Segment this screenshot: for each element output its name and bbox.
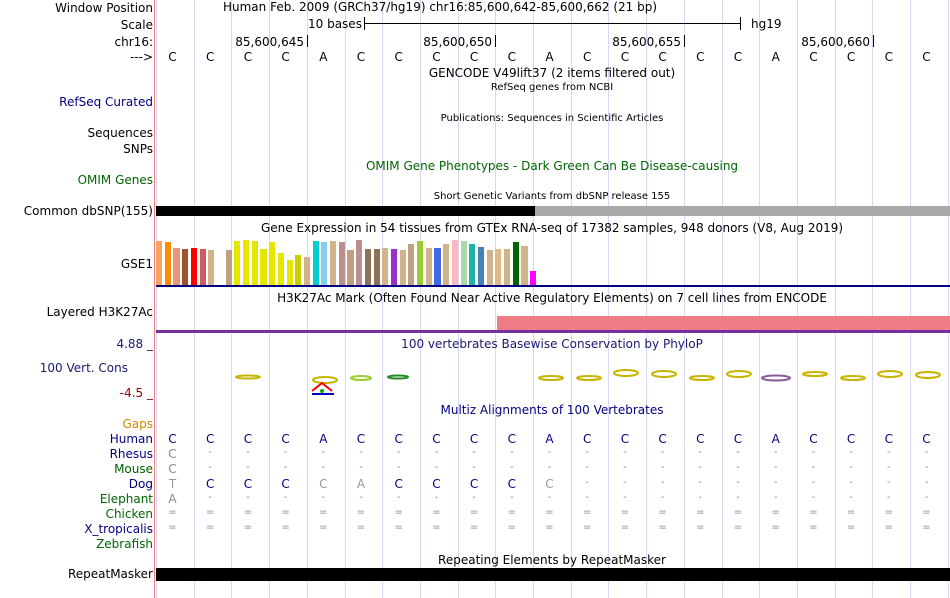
gtex-tissue-bar[interactable] [443,244,449,285]
alignment-base: - [924,447,929,458]
alignment-base: - [585,477,589,488]
alignment-base: C [205,432,215,446]
alignment-base: - [509,462,514,473]
alignment-base: A [771,432,780,446]
alignment-base: - [924,477,929,488]
grid-line [872,0,873,598]
base-letter: C [696,50,705,64]
alignment-base: - [811,447,816,458]
gtex-tissue-bar[interactable] [200,249,206,285]
phylop-max-label: 4.88 _ [116,337,153,351]
base-letter: C [582,50,592,64]
alignment-base: - [698,492,703,503]
alignment-base: - [434,492,439,503]
alignment-base: C [432,477,441,491]
track-label-panel [0,0,156,598]
gtex-tissue-bar[interactable] [313,241,319,285]
gtex-track-label[interactable]: GSE1 [120,257,153,271]
alignment-base: = [545,507,554,518]
alignment-base: - [849,462,853,473]
position-title: Human Feb. 2009 (GRCh37/hg19) chr16:85,600,642-85,600,662 (21 bp) [222,0,658,14]
alignment-base: = [394,507,403,518]
grid-line [835,0,836,598]
alignment-base: - [660,447,665,458]
repeatmasker-track-label[interactable]: RepeatMasker [67,567,153,581]
alignment-base: = [696,507,705,518]
alignment-base: C [281,432,290,446]
alignment-base: - [208,462,212,473]
gtex-tissue-bar[interactable] [321,242,327,285]
base-letter: C [846,50,856,64]
base-letter: C [884,50,893,64]
alignment-base: C [545,477,554,491]
alignment-base: - [660,462,665,473]
alignment-base: C [696,432,705,446]
repeatmasker-track-title[interactable]: Repeating Elements by RepeatMasker [438,553,666,567]
alignment-base: = [319,507,328,518]
base-letter: C [205,50,215,64]
gtex-tissue-bar[interactable] [365,249,371,285]
phylop-track-label[interactable]: 100 Vert. Cons [39,361,128,375]
alignment-base: = [356,507,366,518]
coordinate-label: 85,600,660 [801,35,870,49]
alignment-base: = [281,522,290,533]
alignment-base: C [243,432,253,446]
grid-line [231,0,232,598]
alignment-base: - [359,447,363,458]
alignment-base: = [205,507,215,518]
grid-line [194,0,195,598]
base-letter: C [658,50,667,64]
alignment-base: - [660,492,665,503]
sequences-track-label[interactable]: Sequences [87,126,153,140]
alignment-base: = [884,507,893,518]
alignment-base: = [432,507,441,518]
alignment-base: - [773,492,778,503]
gtex-baseline [156,285,950,287]
alignment-base: A [168,492,177,506]
alignment-base: - [623,447,627,458]
alignment-base: = [243,507,253,518]
species-label[interactable]: Human [109,432,153,446]
species-label[interactable]: Mouse [114,462,153,476]
base-letter: C [432,50,441,64]
alignment-base: - [283,447,288,458]
gtex-tissue-bar[interactable] [234,241,240,285]
gtex-tissue-bar[interactable] [478,247,484,285]
alignment-base: C [620,432,630,446]
alignment-base: - [623,477,627,488]
alignment-base: = [733,507,743,518]
alignment-base: C [432,432,441,446]
alignment-base: - [585,447,589,458]
alignment-base: = [243,522,253,533]
alignment-base: = [809,522,818,533]
alignment-base: C [733,432,743,446]
alignment-base: = [319,522,328,533]
alignment-base: C [168,462,177,476]
species-label[interactable]: Chicken [105,507,153,521]
alignment-base: - [698,477,703,488]
alignment-base: = [620,522,630,533]
alignment-base: A [545,432,554,446]
alignment-base: - [396,492,401,503]
scale-text: 10 bases [308,17,362,31]
alignment-base: - [886,462,891,473]
alignment-base: - [547,492,552,503]
alignment-base: - [547,447,552,458]
coordinate-tick [873,35,874,47]
alignment-base: C [507,432,516,446]
phylop-min-label: -4.5 _ [119,386,153,400]
base-letter: C [733,50,743,64]
gtex-tissue-bar[interactable] [487,250,493,285]
alignment-base: T [168,477,177,491]
alignment-base: - [811,462,816,473]
omim-track-title[interactable]: OMIM Gene Phenotypes - Dark Green Can Be Disease-causing [365,159,739,173]
base-letter: C [922,50,931,64]
alignment-base: - [472,462,476,473]
gtex-tissue-bar[interactable] [408,244,414,285]
alignment-base: = [432,522,441,533]
alignment-base: C [394,477,403,491]
coordinate-label: 85,600,650 [423,35,492,49]
species-label[interactable]: Rhesus [109,447,153,461]
alignment-base: - [773,447,778,458]
alignment-base: = [771,507,780,518]
base-letter: A [771,50,780,64]
alignment-base: C [394,432,403,446]
alignment-base: - [811,477,816,488]
gtex-tissue-bar[interactable] [182,249,188,285]
dbsnp-feature-gray[interactable] [535,206,950,216]
gtex-tissue-bar[interactable] [304,257,310,285]
refseq-track-label[interactable]: RefSeq Curated [59,95,153,109]
alignment-base: - [623,492,627,503]
gtex-tissue-bar[interactable] [513,242,519,285]
alignment-base: - [773,477,778,488]
alignment-base: - [321,462,326,473]
alignment-base: = [809,507,818,518]
alignment-base: - [283,462,288,473]
alignment-base: = [846,522,856,533]
alignment-base: = [168,507,177,518]
alignment-base: - [321,447,326,458]
alignment-base: - [283,492,288,503]
alignment-base: A [356,477,366,491]
gtex-tissue-bar[interactable] [391,249,397,285]
alignment-base: C [469,477,479,491]
alignment-base: = [394,522,403,533]
alignment-base: - [698,462,703,473]
alignment-base: - [359,492,363,503]
alignment-base: - [736,477,740,488]
assembly-label: hg19 [751,17,782,31]
alignment-base: = [884,522,893,533]
coordinate-label: 85,600,645 [235,35,304,49]
alignment-base: - [472,447,476,458]
coordinate-tick [684,35,685,47]
gtex-tissue-bar[interactable] [191,248,197,285]
gtex-tissue-bar[interactable] [452,240,458,285]
alignment-base: - [886,477,891,488]
alignment-base: - [849,477,853,488]
gtex-tissue-bar[interactable] [495,249,501,285]
alignment-base: = [507,522,516,533]
alignment-base: = [582,522,592,533]
coordinate-tick [495,35,496,47]
grid-line [910,0,911,598]
gtex-tissue-bar[interactable] [226,250,232,285]
scale-bar-line [364,23,741,24]
alignment-base: = [658,507,667,518]
refseq-track-title[interactable]: RefSeq genes from NCBI [490,82,614,93]
alignment-base: - [359,462,363,473]
alignment-base: - [434,447,439,458]
alignment-base: C [168,432,177,446]
gtex-tissue-bar[interactable] [426,248,432,285]
base-letter: C [356,50,366,64]
alignment-base: - [623,462,627,473]
strand-arrow-label: ---> [129,50,153,64]
alignment-base: C [809,432,818,446]
alignment-base: - [246,462,250,473]
multiz-track-title[interactable]: Multiz Alignments of 100 Vertebrates [440,403,664,417]
gtex-tissue-bar[interactable] [208,250,214,285]
dbsnp-track-title[interactable]: Short Genetic Variants from dbSNP release 155 [433,191,671,202]
base-letter: C [809,50,818,64]
alignment-base: - [396,462,401,473]
alignment-base: - [849,492,853,503]
alignment-base: = [620,507,630,518]
alignment-base: - [321,492,326,503]
alignment-base: = [733,522,743,533]
gtex-tissue-bar[interactable] [339,242,345,285]
alignment-base: = [168,522,177,533]
coordinate-tick [307,35,308,47]
gtex-tissue-bar[interactable] [461,241,467,285]
window-position-label: Window Position [55,1,153,15]
alignment-base: C [319,477,328,491]
alignment-base: C [243,477,253,491]
phylop-logo-glyphs [236,370,940,395]
h3k27ac-track-title[interactable]: H3K27Ac Mark (Often Found Near Active Regulatory Elements) on 7 cell lines from ENCODE [277,291,827,305]
species-label[interactable]: Zebrafish [96,537,153,551]
alignment-base: = [658,522,667,533]
gtex-tissue-bar[interactable] [347,250,353,285]
chrom-label: chr16: [114,35,153,49]
grid-line [269,0,270,598]
scale-label: Scale [120,18,153,32]
alignment-base: C [507,477,516,491]
alignment-base: C [281,477,290,491]
alignment-base: = [205,522,215,533]
alignment-base: C [205,477,215,491]
gtex-tissue-bar[interactable] [156,241,162,285]
alignment-base: = [771,522,780,533]
alignment-base: - [736,492,740,503]
base-letter: C [281,50,290,64]
alignment-base: - [434,462,439,473]
base-letter: A [319,50,328,64]
alignment-base: = [922,522,931,533]
base-letter: C [620,50,630,64]
alignment-base: - [246,492,250,503]
alignment-base: = [356,522,366,533]
gtex-tissue-bar[interactable] [504,249,510,285]
alignment-base: - [509,447,514,458]
alignment-base: - [849,447,853,458]
gtex-tissue-bar[interactable] [252,241,258,285]
gtex-tissue-bar[interactable] [295,255,301,285]
alignment-base: - [396,447,401,458]
gaps-track-label[interactable]: Gaps [122,417,153,431]
base-letter: C [168,50,177,64]
gencode-track-title[interactable]: GENCODE V49lift37 (2 items filtered out) [428,66,676,80]
phylop-logo [156,355,950,400]
alignment-base: - [585,492,589,503]
alignment-base: - [886,492,891,503]
h3k27ac-signal[interactable] [497,316,950,330]
alignment-base: - [811,492,816,503]
alignment-base: = [696,522,705,533]
base-letter: C [507,50,516,64]
alignment-base: A [319,432,328,446]
h3k27ac-track-label[interactable]: Layered H3K27Ac [46,305,153,319]
omim-track-label[interactable]: OMIM Genes [77,173,153,187]
gtex-tissue-bar[interactable] [434,248,440,285]
dbsnp-track-label[interactable]: Common dbSNP(155) [23,204,153,218]
alignment-base: = [507,507,516,518]
alignment-base: C [356,432,366,446]
base-letter: C [394,50,403,64]
alignment-base: - [924,492,929,503]
base-letter: A [545,50,554,64]
alignment-base: C [168,447,177,461]
gtex-tissue-bar[interactable] [469,244,475,285]
alignment-base: - [246,447,250,458]
gtex-tissue-bar[interactable] [287,260,293,285]
alignment-base: C [884,432,893,446]
alignment-base: - [208,492,212,503]
alignment-base: - [472,492,476,503]
species-label[interactable]: X_tropicalis [84,522,153,536]
coordinate-label: 85,600,655 [612,35,681,49]
gtex-tissue-bar[interactable] [374,249,380,285]
gtex-tissue-bar[interactable] [530,271,536,285]
alignment-base: C [469,432,479,446]
alignment-base: - [886,447,891,458]
species-label[interactable]: Elephant [99,492,153,506]
alignment-base: - [773,462,778,473]
scale-bar-right-tick [740,17,741,30]
alignment-base: - [547,462,552,473]
gtex-tissue-bar[interactable] [330,241,336,285]
alignment-base: - [660,477,665,488]
alignment-base: C [658,432,667,446]
alignment-base: - [698,447,703,458]
gtex-tissue-bar[interactable] [165,242,171,285]
base-letter: C [243,50,253,64]
alignment-base: = [846,507,856,518]
gtex-tissue-bar[interactable] [417,241,423,285]
alignment-base: - [208,447,212,458]
gtex-tissue-bar[interactable] [260,249,266,285]
h3k27ac-baseline [156,330,950,333]
repeatmasker-feature-bar[interactable] [156,568,950,581]
alignment-base: = [469,522,479,533]
gtex-track-title[interactable]: Gene Expression in 54 tissues from GTEx RNA-seq of 17382 samples, 948 donors (V8, Aug 2019) [260,221,844,235]
grid-line [156,0,157,598]
publications-track-title[interactable]: Publications: Sequences in Scientific Articles [440,113,664,124]
gtex-expression-bars[interactable] [156,237,950,285]
alignment-base: C [846,432,856,446]
alignment-base: - [509,492,514,503]
gtex-tissue-bar[interactable] [382,248,388,285]
phylop-track-title[interactable]: 100 vertebrates Basewise Conservation by PhyloP [401,337,703,351]
snps-track-label[interactable]: SNPs [123,142,153,156]
gtex-tissue-bar[interactable] [269,242,275,285]
gtex-tissue-bar[interactable] [243,240,249,285]
base-letter: C [469,50,479,64]
gtex-tissue-bar[interactable] [521,246,527,285]
alignment-base: C [582,432,592,446]
alignment-base: - [924,462,929,473]
gtex-tissue-bar[interactable] [400,250,406,285]
alignment-base: - [736,462,740,473]
gtex-tissue-bar[interactable] [356,240,362,285]
species-label[interactable]: Dog [128,477,153,491]
alignment-base: - [585,462,589,473]
alignment-base: = [281,507,290,518]
alignment-base: C [922,432,931,446]
alignment-base: = [469,507,479,518]
gtex-tissue-bar[interactable] [278,253,284,285]
alignment-base: = [545,522,554,533]
alignment-base: = [582,507,592,518]
gtex-tissue-bar[interactable] [173,248,179,285]
alignment-base: = [922,507,931,518]
grid-line [948,0,949,598]
alignment-base: - [736,447,740,458]
